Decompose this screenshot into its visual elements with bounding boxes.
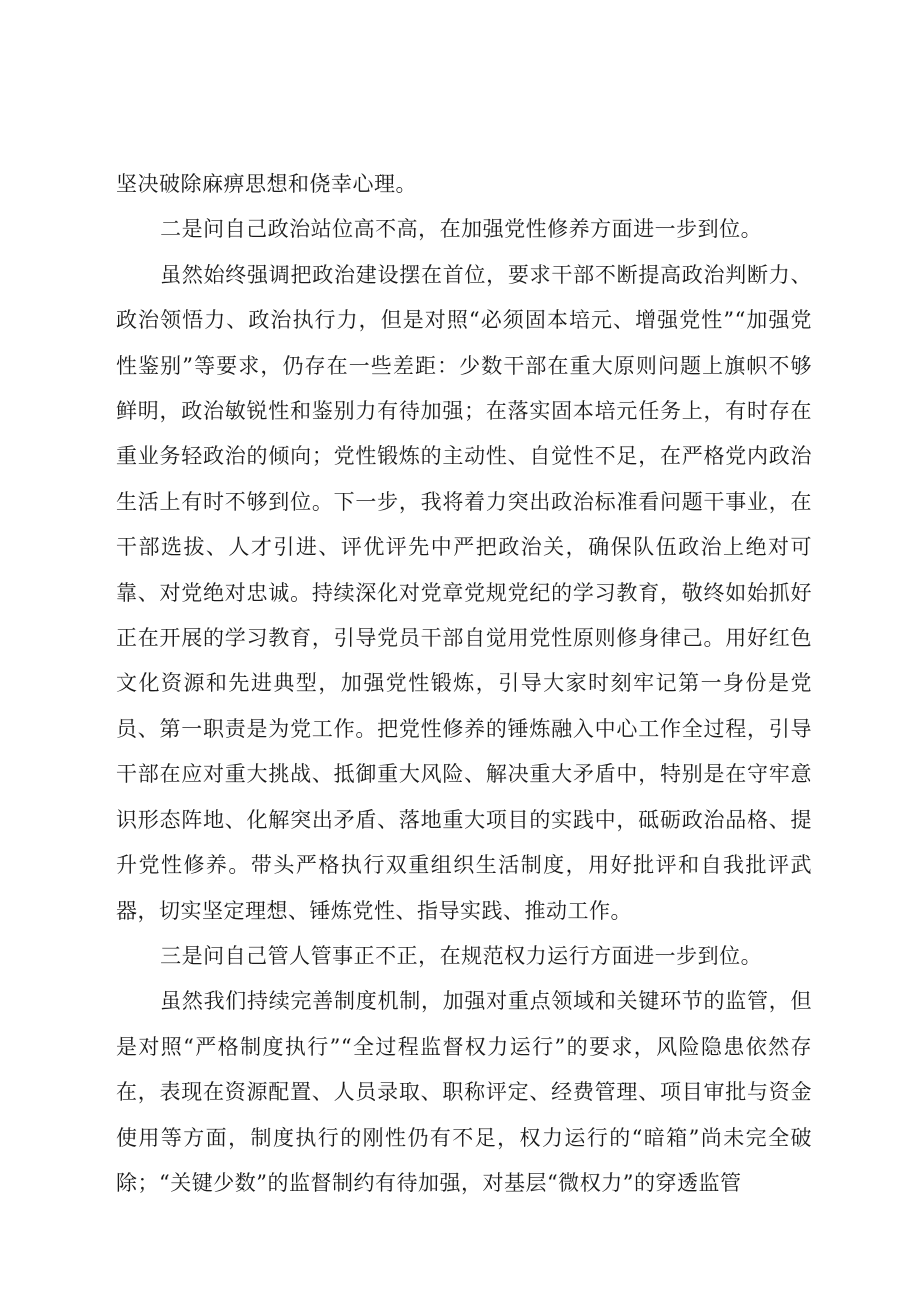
section-heading-three: 三是问自己管人管事正不正，在规范权力运行方面进一步到位。 xyxy=(160,943,763,968)
paragraph-political-standing: 虽然始终强调把政治建设摆在首位，要求干部不断提高政治判断力、政治领悟力、政治执行力，但是对照“必须固本培元、增强党性”“加强党性鉴别”等要求，仍存在一些差距：少数干部在重大原则问题上旗帜不够鲜明，政治敏锐性和鉴别力有待加强；在落实固本培元任务上，有时存在重业务轻政治的倾向；党性锻炼的主动性、自觉性不足，在严格党内政治生活上有时不够到位。下一步，我将着力突出政治标准看问题干事业，在干部选拔、人才引进、评优评先中严把政治关，确保队伍政治上绝对可靠、对党绝对忠诚。持续深化对党章党规党纪的学习教育，敬终如始抓好正在开展的学习教育，引导党员干部自觉用党性原则修身律己。用好红色文化资源和先进典型，加强党性锻炼，引导大家时刻牢记第一身份是党员、第一职责是为党工作。把党性修养的锤炼融入中心工作全过程，引导干部在应对重大挑战、抵御重大风险、解决重大矛盾中，特别是在守牢意识形态阵地、化解突出矛盾、落地重大项目的实践中，砥砺政治品格、提升党性修养。带头严格执行双重组织生活制度，用好批评和自我批评武器，切实坚定理想、锤炼党性、指导实践、推动工作。 xyxy=(116,262,812,923)
section-heading-two: 二是问自己政治站位高不高，在加强党性修养方面进一步到位。 xyxy=(160,217,763,242)
document-body xyxy=(116,162,812,1206)
paragraph-power-regulation: 虽然我们持续完善制度机制，加强对重点领域和关键环节的监管，但是对照“严格制度执行”“全过程监督权力运行”的要求，风险隐患依然存在，表现在资源配置、人员录取、职称评定、经费管理、项目审批与资金使用等方面，制度执行的刚性仍有不足，权力运行的“暗箱”尚未完全破除；“关键少数”的监督制约有待加强，对基层“微权力”的穿透监管 xyxy=(116,989,812,1195)
paragraph-continuation: 坚决破除麻痹思想和侥幸心理。 xyxy=(116,172,417,196)
